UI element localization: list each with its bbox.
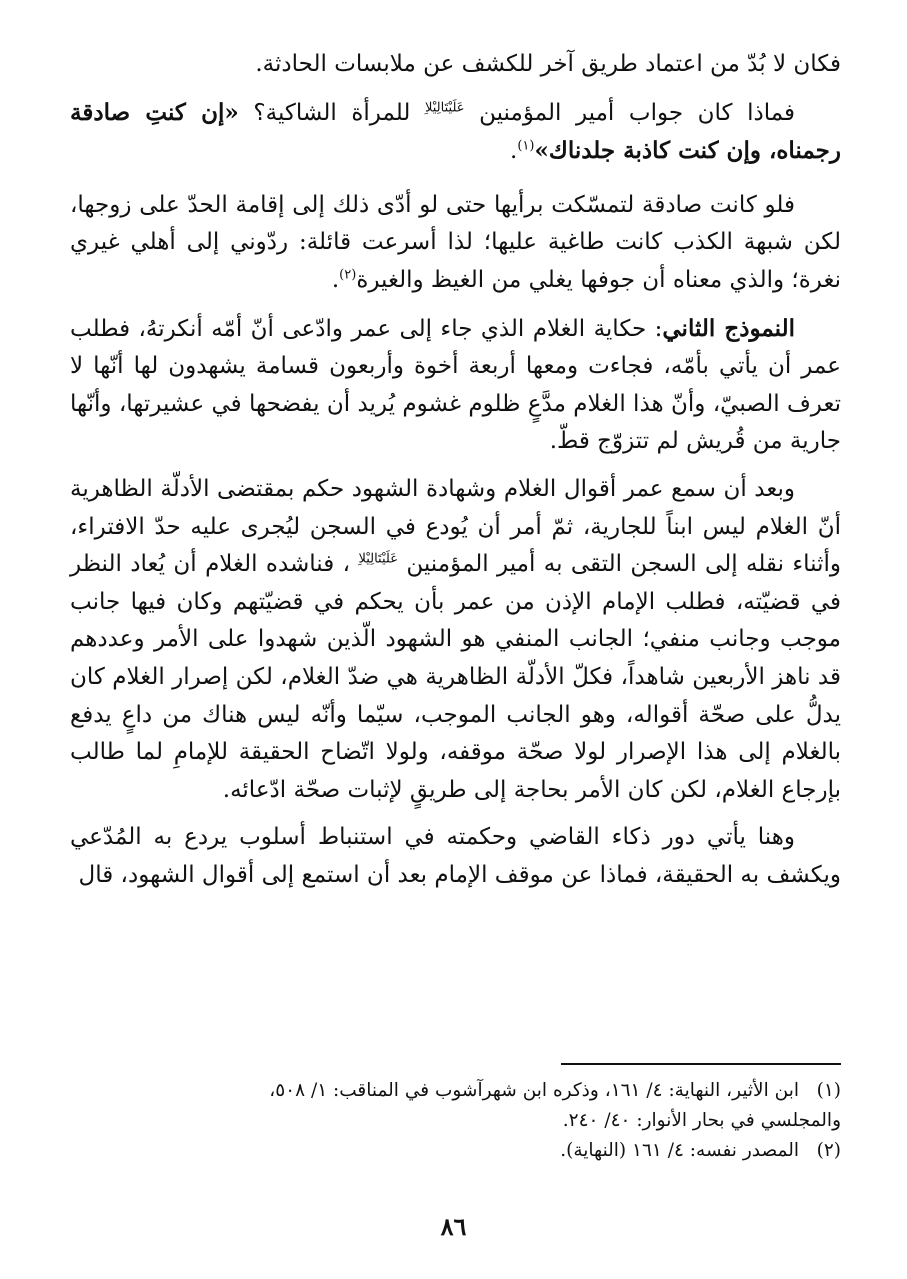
page-number: ٨٦: [440, 1212, 467, 1241]
footnote-2: [70, 1136, 841, 1166]
paragraph-5-start: وبعد أن سمع عمر أقوال الغلام وشهادة الشهود حكم بمقتضى الأدلّة الظاهرية أنّ الغلام ليس ابناً للجارية، ثمّ أمر أن يُودع في السجن ليُجرى عليه حدّ الافتراء، وأثناء نقله إلى السجن التقى به أمير المؤمنين: [70, 475, 842, 578]
paragraph-5: [70, 471, 841, 809]
footnote-1-line2: والمجلسي في بحار الأنوار: ٤٠/ ٢٤٠.: [562, 1110, 841, 1131]
honorific-glyph-2: عَلَيْتَالِيْلاِ: [358, 551, 398, 567]
page-body: [70, 46, 841, 894]
footnote-2-number: (٢): [816, 1140, 841, 1161]
honorific-glyph: عَلَيْتَالِيْلاِ: [425, 99, 465, 115]
footnote-1-number: (١): [816, 1080, 841, 1101]
paragraph-3-text: فلو كانت صادقة لتمسّكت برأيها حتى لو أدّى ذلك إلى إقامة الحدّ على زوجها، لكن شبهة الكذب كانت طاغية عليها؛ لذا أسرعت قائلة: ردّوني إلى أهلي غيري نغرة؛ والذي معناه أن جوفها يغلي من الغيظ والغيرة: [70, 191, 841, 293]
footnote-1-line1: ابن الأثير، النهاية: ٤/ ١٦١، وذكره ابن شهرآشوب في المناقب: ١/ ٥٠٨،: [269, 1080, 799, 1101]
paragraph-4-text: : حكاية الغلام الذي جاء إلى عمر وادّعى أنّ أمّه أنكرتهُ، فطلب عمر أن يأتي بأمّه، فجاءت ومعها أربعة أخوة وأربعون قسامة يشهدون لها أنّها لا تعرف الصبيّ، وأنّ هذا الغلام مدَّعٍ ظلوم غشوم يُريد أن يفضحها في عشيرتها، وأنّها جارية من قُريش لم تتزوّج قطّ.: [70, 315, 841, 455]
paragraph-2-start: فماذا كان جواب أمير المؤمنين: [479, 99, 796, 126]
footnote-1: [70, 1076, 841, 1106]
paragraph-2-end: .: [510, 138, 518, 165]
footnote-1-continuation: [70, 1106, 841, 1136]
footnotes: [70, 1076, 841, 1166]
paragraph-4: [70, 310, 841, 461]
paragraph-3-end: .: [331, 266, 340, 293]
section-heading-second-example: النموذج الثاني: [662, 314, 796, 342]
paragraph-3: [70, 187, 841, 300]
paragraph-2: [70, 94, 841, 171]
paragraph-1: [70, 46, 841, 84]
paragraph-2-quote: «إن كنتِ صادقة رجمناه، وإن كنت كاذبة جلدناك»: [70, 98, 841, 165]
paragraph-6-text: وهنا يأتي دور ذكاء القاضي وحكمته في استنباط أسلوب يردع به المُدّعي ويكشف به الحقيقة، فماذا عن موقف الإمام بعد أن استمع إلى أقوال الشهود، قال: [70, 824, 841, 888]
footnote-separator: [561, 1063, 841, 1065]
paragraph-2-middle: للمرأة الشاكية؟: [253, 99, 411, 126]
footnote-ref-1: (١): [517, 138, 535, 154]
paragraph-1-text: فكان لا بُدّ من اعتماد طريق آخر للكشف عن ملابسات الحادثة.: [255, 51, 841, 77]
paragraph-6: [70, 819, 841, 894]
paragraph-5-end: ، فناشده الغلام أن يُعاد النظر في قضيّته، فطلب الإمام الإذن من عمر بأن يحكم في قضيّتهم وكان فيها جانب موجب وجانب منفي؛ الجانب المنفي هو الشهود الّذين شهدوا على الأمر وعددهم قد ناهز الأربعين شاهداً، فكلّ الأدلّة الظاهرية هي ضدّ الغلام، لكن إصرار الغلام كان يدلُّ على صحّة أقواله، وهو الجانب الموجب، سيّما وأنّه ليس هناك من داعٍ يدفع بالغلام إلى هذا الإصرار لولا صحّة موقفه، ولولا اتّضاح الحقيقة للإمامِ لما طالب بإرجاع الغلام، لكن كان الأمر بحاجة إلى طريقٍ لإثبات صحّة ادّعائه.: [70, 551, 841, 803]
footnote-2-line1: المصدر نفسه: ٤/ ١٦١ (النهاية).: [560, 1140, 799, 1161]
footnote-ref-2: (٢): [339, 267, 357, 283]
